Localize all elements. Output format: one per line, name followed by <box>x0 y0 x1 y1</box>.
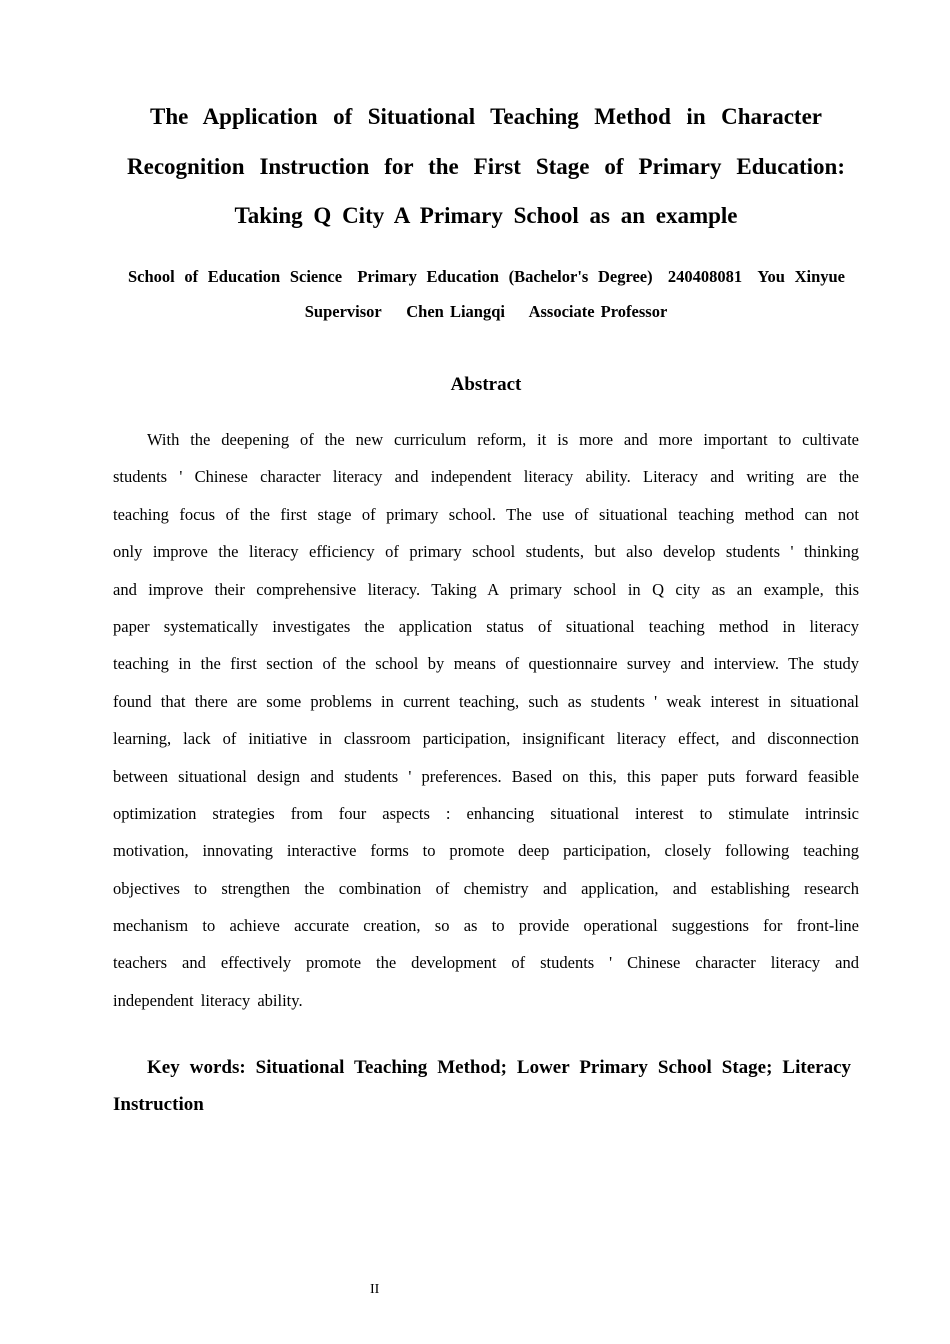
abstract-line: optimization strategies from four aspects : enhancing situational interest to stimulate intrinsic <box>113 803 859 823</box>
abstract-line: learning, lack of initiative in classroom participation, insignificant literacy effect, and disconnection <box>113 729 859 749</box>
abstract-heading: Abstract <box>450 374 522 395</box>
supervisor-name: Chen Liangqi <box>406 302 505 321</box>
abstract-line: and improve their comprehensive literacy. Taking A primary school in Q city as an example, this <box>113 579 859 599</box>
abstract-line: independent literacy ability. <box>113 990 303 1010</box>
abstract-line: found that there are some problems in current teaching, such as students ' weak interest in situational <box>113 691 859 711</box>
title-line-1: The Application of Situational Teaching Method in Character <box>150 104 822 129</box>
title-line-2: Recognition Instruction for the First Stage of Primary Education: <box>127 153 845 179</box>
supervisor-info-line <box>113 302 859 322</box>
abstract-line: teaching focus of the first stage of primary school. The use of situational teaching method can not <box>113 504 859 524</box>
student-id: 240408081 <box>667 267 743 286</box>
paper-title <box>113 92 859 241</box>
abstract-line: paper systematically investigates the application status of situational teaching method in literacy <box>113 616 859 636</box>
abstract-line: between situational design and students ' preferences. Based on this, this paper puts forward feasible <box>113 766 859 786</box>
abstract-line: motivation, innovating interactive forms to promote deep participation, closely following teaching <box>113 841 859 861</box>
abstract-line: students ' Chinese character literacy and independent literacy ability. Literacy and writing are the <box>113 467 859 487</box>
abstract-line: objectives to strengthen the combination of chemistry and application, and establishing research <box>113 878 859 898</box>
abstract-line: teaching in the first section of the school by means of questionnaire survey and interview. The study <box>113 654 859 674</box>
supervisor-label: Supervisor <box>304 302 382 321</box>
author-info-line <box>128 267 845 287</box>
title-line-3: Taking Q City A Primary School as an example <box>234 203 738 228</box>
abstract-line: mechanism to achieve accurate creation, so as to provide operational suggestions for front-line <box>113 916 859 936</box>
student-name: You Xinyue <box>757 267 845 286</box>
abstract-line: only improve the literacy efficiency of primary school students, but also develop students ' thinking <box>113 542 859 562</box>
major-name: Primary Education (Bachelor's Degree) <box>357 267 653 286</box>
abstract-line: teachers and effectively promote the development of students ' Chinese character literacy and <box>113 953 859 973</box>
keywords-line-2: Instruction <box>113 1094 204 1116</box>
keywords-section <box>113 1049 851 1124</box>
abstract-body <box>113 421 859 1019</box>
page-number: II <box>370 1282 380 1297</box>
keywords-line-1: Key words: Situational Teaching Method; Lower Primary School Stage; Literacy <box>147 1057 851 1078</box>
school-name: School of Education Science <box>128 267 343 286</box>
abstract-line: With the deepening of the new curriculum reform, it is more and more important to cultivate <box>147 430 859 449</box>
supervisor-title: Associate Professor <box>528 302 668 321</box>
